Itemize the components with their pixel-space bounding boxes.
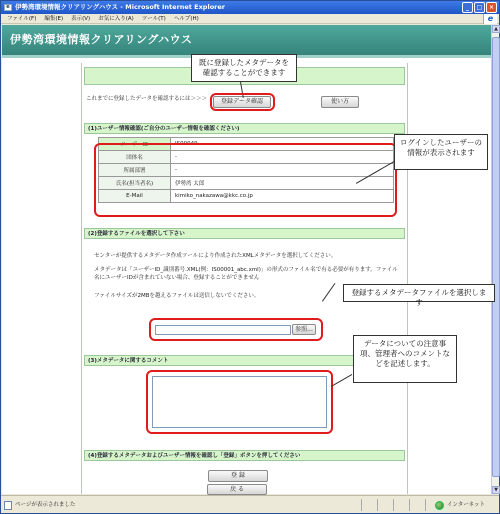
user-info-highlight — [94, 143, 397, 217]
file-instruction-1: センターが提供するメタデータ作成ツールにより作成されたXMLメタデータを選択してください。 — [94, 253, 337, 259]
section-user-info: (1)ユーザー情報確認(ご自分のユーザー情報を確認ください) — [84, 123, 405, 134]
email-key: E-Mail — [99, 190, 171, 203]
user-id-value: IS00049 — [171, 138, 394, 151]
callout-file-select: 登録するメタデータファイルを選択します — [343, 284, 495, 302]
ie-page-icon: e — [4, 4, 12, 11]
vertical-scrollbar[interactable] — [491, 25, 499, 494]
org-value: - — [171, 151, 394, 164]
scroll-up-icon[interactable]: ▲ — [492, 25, 500, 33]
menu-favorites[interactable]: お気に入り(A) — [98, 16, 134, 22]
user-id-key: ユーザーID — [99, 138, 171, 151]
section-file-select: (2)登録するファイルを選択して下さい — [84, 228, 405, 239]
zone-text: インターネット — [446, 502, 485, 508]
back-button[interactable]: 戻 る — [207, 484, 267, 495]
maximize-button[interactable]: □ — [474, 2, 485, 13]
windows-logo-icon: e — [483, 14, 497, 24]
menu-bar — [1, 14, 499, 24]
callout-check-data: 既に登録したメタデータを確認することができます — [191, 54, 297, 82]
menu-tools[interactable]: ツール(T) — [141, 16, 166, 22]
status-bar — [1, 495, 499, 513]
menu-file[interactable]: ファイル(F) — [7, 16, 37, 22]
title-bar — [1, 1, 499, 14]
page-done-icon — [4, 501, 12, 510]
section-register: (4)登録するメタデータおよびユーザー情報を確認し「登録」ボタンを押してください — [84, 450, 405, 461]
file-instruction-3: ファイルサイズが2MBを越えるファイルは送信しないでください。 — [94, 293, 260, 299]
dept-key: 所属部署 — [99, 164, 171, 177]
window-title: 伊勢湾環境情報クリアリングハウス - Microsoft Internet Explorer — [15, 3, 225, 11]
help-button[interactable]: 使い方 — [321, 96, 359, 108]
file-input-highlight — [149, 318, 323, 341]
scroll-down-icon[interactable]: ▼ — [492, 486, 500, 494]
register-button[interactable]: 登 録 — [208, 470, 268, 482]
status-text: ページが表示されました — [15, 502, 76, 508]
dept-value: - — [171, 164, 394, 177]
org-key: 団体名 — [99, 151, 171, 164]
section-comment: (3)メタデータに関するコメント — [84, 355, 405, 366]
callout-comment: データについての注意事項、管理者へのコメントなどを記述します。 — [353, 335, 457, 383]
comment-highlight — [146, 370, 333, 434]
menu-view[interactable]: 表示(V) — [71, 16, 91, 22]
callout-user-info: ログインしたユーザーの情報が表示されます — [394, 134, 488, 170]
minimize-button[interactable]: _ — [462, 2, 473, 13]
file-instruction-2: メタデータは「ユーザーID_識別番号.XML(例：IS00001_abc.xml)」の形式のファイル名で有る必要が有ります。ファイル名にユーザーIDが含まれていない場合、登録することができません — [94, 267, 398, 281]
internet-zone-icon — [435, 501, 444, 510]
check-registered-data-button[interactable]: 登録データ確認 — [213, 96, 271, 108]
check-button-highlight — [210, 93, 275, 111]
browse-button[interactable]: 参照... — [292, 324, 316, 335]
scroll-thumb[interactable] — [492, 37, 500, 477]
site-banner: 伊勢湾環境情報クリアリングハウス — [2, 25, 491, 55]
name-value: 伊勢湾 太郎 — [171, 177, 394, 190]
menu-help[interactable]: ヘルプ(H) — [173, 16, 199, 22]
close-button[interactable]: × — [486, 2, 497, 13]
email-value: kimiko_nakazawa@kkc.co.jp — [171, 190, 394, 203]
menu-edit[interactable]: 編集(E) — [44, 16, 64, 22]
check-label: これまでに登録したデータを確認するには＞＞＞ — [86, 96, 208, 102]
name-key: 氏名(担当者名) — [99, 177, 171, 190]
